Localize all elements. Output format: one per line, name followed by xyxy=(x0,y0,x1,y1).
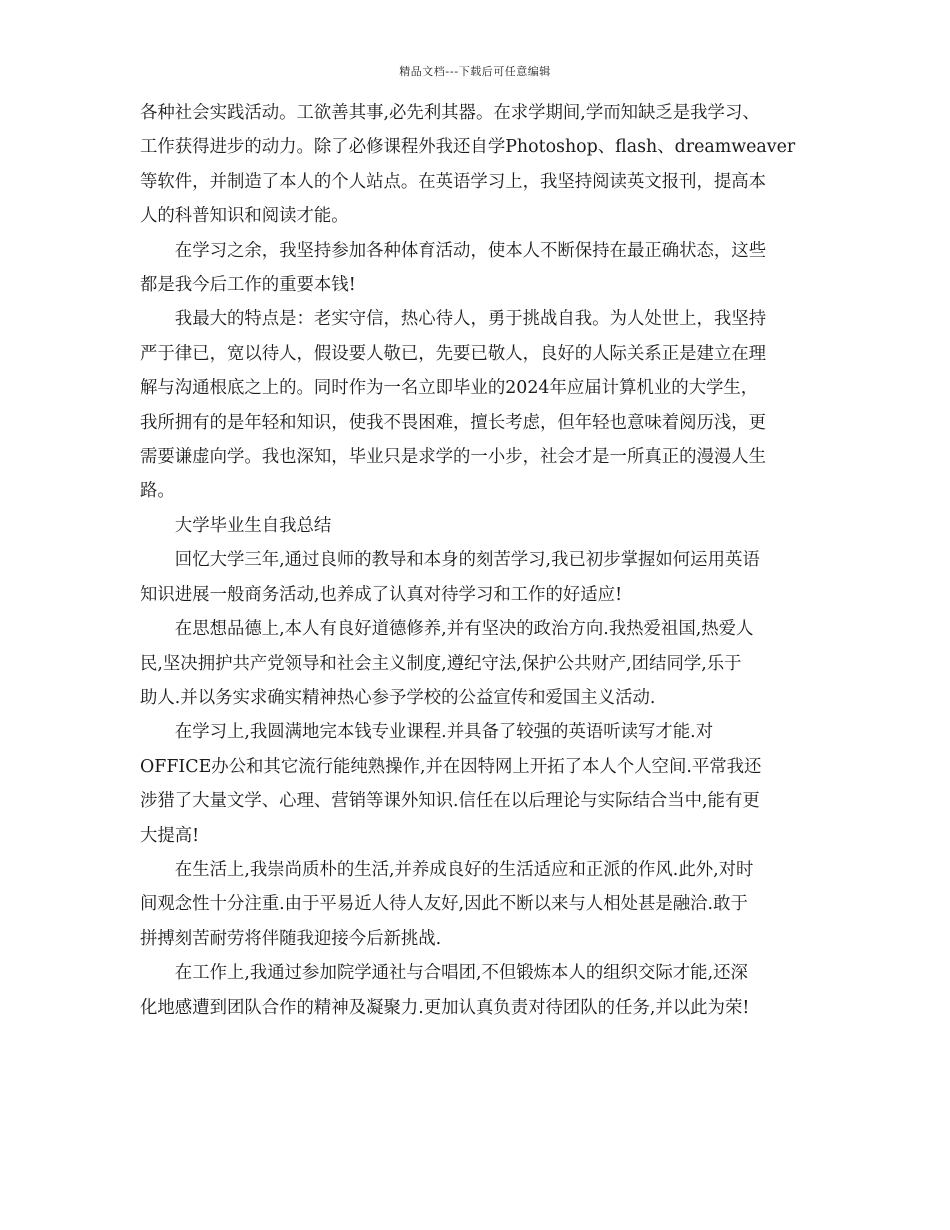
paragraph-life xyxy=(140,853,810,956)
paragraph-morality xyxy=(140,612,810,715)
text-line: 在生活上,我崇尚质朴的生活,并养成良好的生活适应和正派的作风.此外,对时 xyxy=(174,859,754,880)
text-line: 在思想品德上,本人有良好道德修养,并有坚决的政治方向.我热爱祖国,热爱人 xyxy=(174,619,754,640)
section-heading xyxy=(140,509,810,543)
text-line: OFFICE办公和其它流行能纯熟操作,并在因特网上开拓了本人个人空间.平常我还 xyxy=(140,756,762,777)
text-line: 助人.并以务实求确实精神热心参予学校的公益宣传和爱国主义活动. xyxy=(140,687,656,708)
text-line: 间观念性十分注重.由于平易近人待人友好,因此不断以来与人相处甚是融洽.敢于 xyxy=(140,894,748,915)
text-line: 在工作上,我通过参加院学通社与合唱团,不但锻炼本人的组织交际才能,还深 xyxy=(174,963,748,984)
text-line: 我最大的特点是：老实守信，热心待人，勇于挑战自我。为人处世上，我坚持 xyxy=(174,309,767,330)
text-line: 回忆大学三年,通过良师的教导和本身的刻苦学习,我已初步掌握如何运用英语 xyxy=(174,550,760,571)
text-line: 涉猎了大量文学、心理、营销等课外知识.信任在以后理论与实际结合当中,能有更 xyxy=(140,791,760,812)
paragraph-review xyxy=(140,543,810,612)
page-header: 精品文档---下载后可任意编辑 xyxy=(399,65,551,78)
text-line: 知识进展一般商务活动,也养成了认真对待学习和工作的好适应! xyxy=(140,584,623,605)
document-body xyxy=(140,96,810,1025)
text-line: 我所拥有的是年轻和知识，使我不畏困难，擅长考虑，但年轻也意味着阅历浅，更 xyxy=(140,412,767,433)
text-line: 解与沟通根底之上的。同时作为一名立即毕业的2024年应届计算机业的大学生， xyxy=(140,378,759,399)
paragraph-study xyxy=(140,715,810,853)
text-line: 人的科普知识和阅读才能。 xyxy=(140,206,349,227)
text-line: 在学习之余，我坚持参加各种体育活动，使本人不断保持在最正确状态，这些 xyxy=(174,240,767,261)
paragraph-practice xyxy=(140,96,810,234)
text-line: 在学习上,我圆满地完本钱专业课程.并具备了较强的英语听读写才能.对 xyxy=(174,722,714,743)
text-line: 大提高! xyxy=(140,825,200,846)
paragraph-traits xyxy=(140,302,810,508)
text-line: 都是我今后工作的重要本钱! xyxy=(140,275,356,296)
paragraph-work xyxy=(140,956,810,1025)
text-line: 严于律已，宽以待人，假设要人敬已，先要已敬人，良好的人际关系正是建立在理 xyxy=(140,343,767,364)
text-line: 拼搏刻苦耐劳将伴随我迎接今后新挑战. xyxy=(140,928,442,949)
text-line: 等软件，并制造了本人的个人站点。在英语学习上，我坚持阅读英文报刊，提高本 xyxy=(140,171,767,192)
text-line: 各种社会实践活动。工欲善其事,必先利其器。在求学期间,学而知缺乏是我学习、 xyxy=(140,103,760,123)
text-line: 需要谦虚向学。我也深知，毕业只是求学的一小步，社会才是一所真正的漫漫人生 xyxy=(140,447,767,468)
text-line: 大学毕业生自我总结 xyxy=(174,515,332,536)
text-line: 化地感遭到团队合作的精神及凝聚力.更加认真负责对待团队的任务,并以此为荣! xyxy=(140,997,750,1018)
text-line: 工作获得进步的动力。除了必修课程外我还自学Photoshop、flash、dreamweaver xyxy=(140,137,796,158)
text-line: 路。 xyxy=(140,481,175,502)
text-line: 民,坚决拥护共产党领导和社会主义制度,遵纪守法,保护公共财产,团结同学,乐于 xyxy=(140,653,742,674)
paragraph-sports xyxy=(140,234,810,303)
